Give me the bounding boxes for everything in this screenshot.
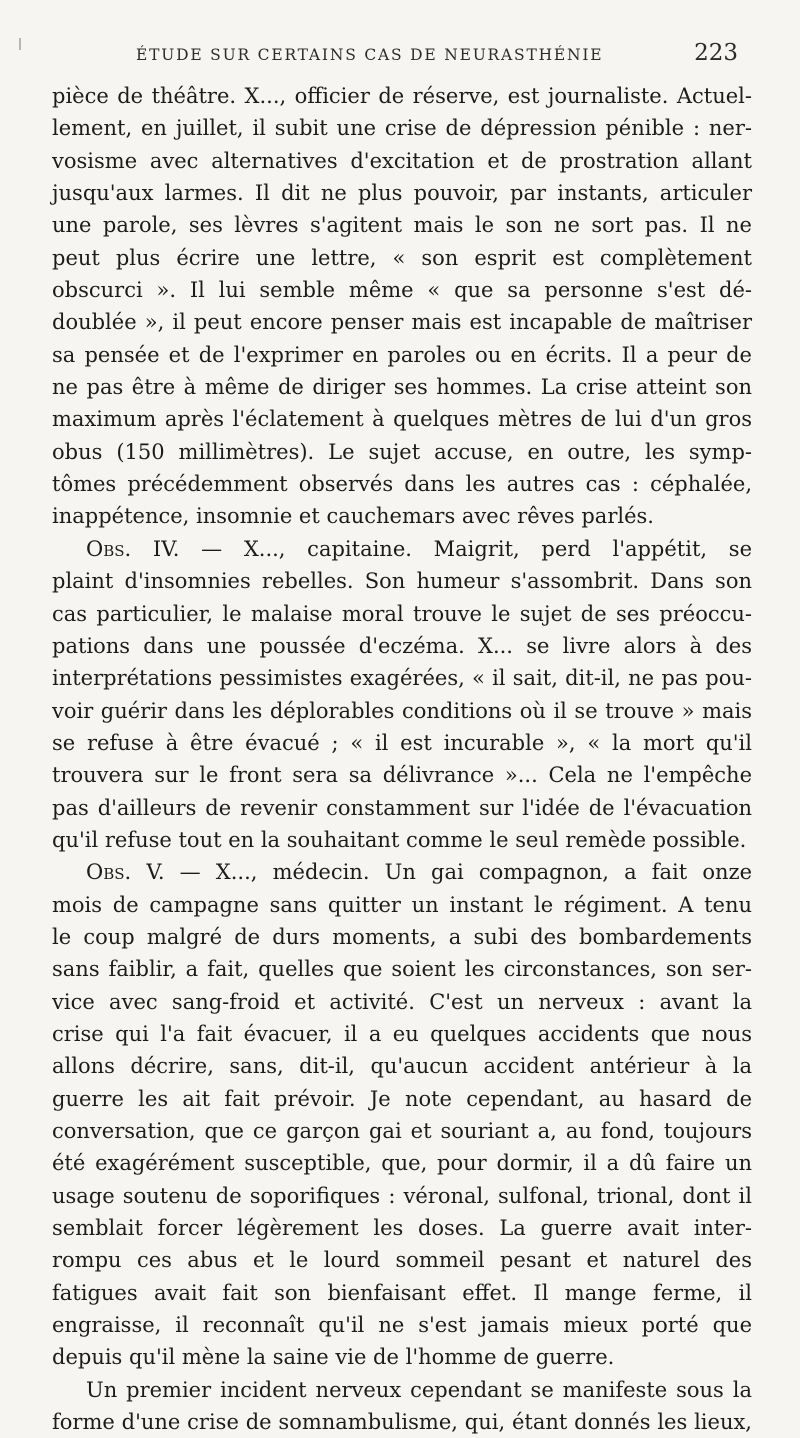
text-line: maximum après l'éclatement à quelques mètres de lui d'un gros: [52, 407, 752, 432]
text-line: trouvera sur le front sera sa délivrance »... Cela ne l'empêche: [52, 763, 752, 788]
text-line: vosisme avec alternatives d'excitation et de prostration allant: [52, 148, 752, 173]
text-line: fatigues avait fait son bienfaisant effet. Il mange ferme, il: [52, 1280, 752, 1305]
text-line: semblait forcer légèrement les doses. La guerre avait inter-: [52, 1216, 752, 1241]
text-line: qu'il refuse tout en la souhaitant comme le seul remède possible.: [52, 827, 747, 852]
text-line: sans faiblir, a fait, quelles que soient les circonstances, son ser-: [52, 957, 752, 982]
body-text: [52, 80, 752, 1438]
text-line: engraisse, il reconnaît qu'il ne s'est jamais mieux porté que: [52, 1313, 752, 1338]
text-line: obus (150 millimètres). Le sujet accuse, en outre, les symp-: [52, 439, 752, 464]
text-line: ne pas être à même de diriger ses hommes. La crise atteint son: [52, 375, 752, 400]
text-line: le coup malgré de durs moments, a subi des bombardements: [52, 924, 752, 949]
page-number: 223: [694, 40, 738, 66]
margin-mark: [19, 38, 21, 50]
text-line: Obs. V. — X..., médecin. Un gai compagnon, a fait onze: [86, 860, 752, 885]
text-line: Obs. IV. — X..., capitaine. Maigrit, perd l'appétit, se: [86, 536, 752, 561]
text-line: pièce de théâtre. X..., officier de réserve, est journaliste. Actuel-: [52, 84, 752, 108]
text-line: pas d'ailleurs de revenir constamment sur l'idée de l'évacuation: [52, 795, 752, 820]
text-line: été exagérément susceptible, que, pour dormir, il a dû faire un: [52, 1151, 752, 1176]
running-head: [136, 38, 766, 70]
text-line: une parole, ses lèvres s'agitent mais le son ne sort pas. Il ne: [52, 213, 752, 238]
text-line: conversation, que ce garçon gai et souriant a, au fond, toujours: [52, 1119, 752, 1143]
text-line: sa pensée et de l'exprimer en paroles ou en écrits. Il a peur de: [52, 342, 752, 367]
text-line: cas particulier, le malaise moral trouve le sujet de ses préoccu-: [52, 601, 752, 626]
text-line: voir guérir dans les déplorables conditions où il se trouve » mais: [52, 698, 752, 723]
text-line: doublée », il peut encore penser mais est incapable de maîtriser: [52, 310, 752, 335]
text-line: mois de campagne sans quitter un instant le régiment. A tenu: [52, 892, 752, 917]
text-line: obscurci ». Il lui semble même « que sa personne s'est dé-: [52, 278, 752, 303]
text-line: forme d'une crise de somnambulisme, qui, étant donnés les lieux,: [52, 1410, 752, 1435]
text-line: rompu ces abus et le lourd sommeil pesant et naturel des: [52, 1248, 752, 1273]
text-line: se refuse à être évacué ; « il est incurable », « la mort qu'il: [52, 730, 752, 755]
text-line: lement, en juillet, il subit une crise de dépression pénible : ner-: [52, 116, 752, 141]
running-title: ÉTUDE SUR CERTAINS CAS DE NEURASTHÉNIE: [136, 46, 604, 64]
text-line: jusqu'aux larmes. Il dit ne plus pouvoir, par instants, articuler: [52, 181, 752, 206]
text-line: inappétence, insomnie et cauchemars avec rêves parlés.: [52, 504, 654, 529]
text-line: allons décrire, sans, dit-il, qu'aucun accident antérieur à la: [52, 1054, 752, 1079]
text-line: crise qui l'a fait évacuer, il a eu quelques accidents que nous: [52, 1021, 752, 1046]
text-line: depuis qu'il mène la saine vie de l'homme de guerre.: [52, 1345, 615, 1370]
text-line: guerre les ait fait prévoir. Je note cependant, au hasard de: [52, 1086, 752, 1111]
text-line: tômes précédemment observés dans les autres cas : céphalée,: [52, 472, 752, 497]
text-line: peut plus écrire une lettre, « son esprit est complètement: [52, 245, 752, 270]
text-line: pations dans une poussée d'eczéma. X... se livre alors à des: [52, 633, 752, 658]
text-line: interprétations pessimistes exagérées, « il sait, dit-il, ne pas pou-: [52, 666, 752, 691]
text-line: plaint d'insomnies rebelles. Son humeur s'assombrit. Dans son: [52, 569, 752, 594]
text-line: vice avec sang-froid et activité. C'est un nerveux : avant la: [52, 989, 752, 1014]
text-line: usage soutenu de soporifiques : véronal, sulfonal, trional, dont il: [52, 1183, 752, 1208]
text-line: Un premier incident nerveux cependant se manifeste sous la: [86, 1377, 752, 1402]
